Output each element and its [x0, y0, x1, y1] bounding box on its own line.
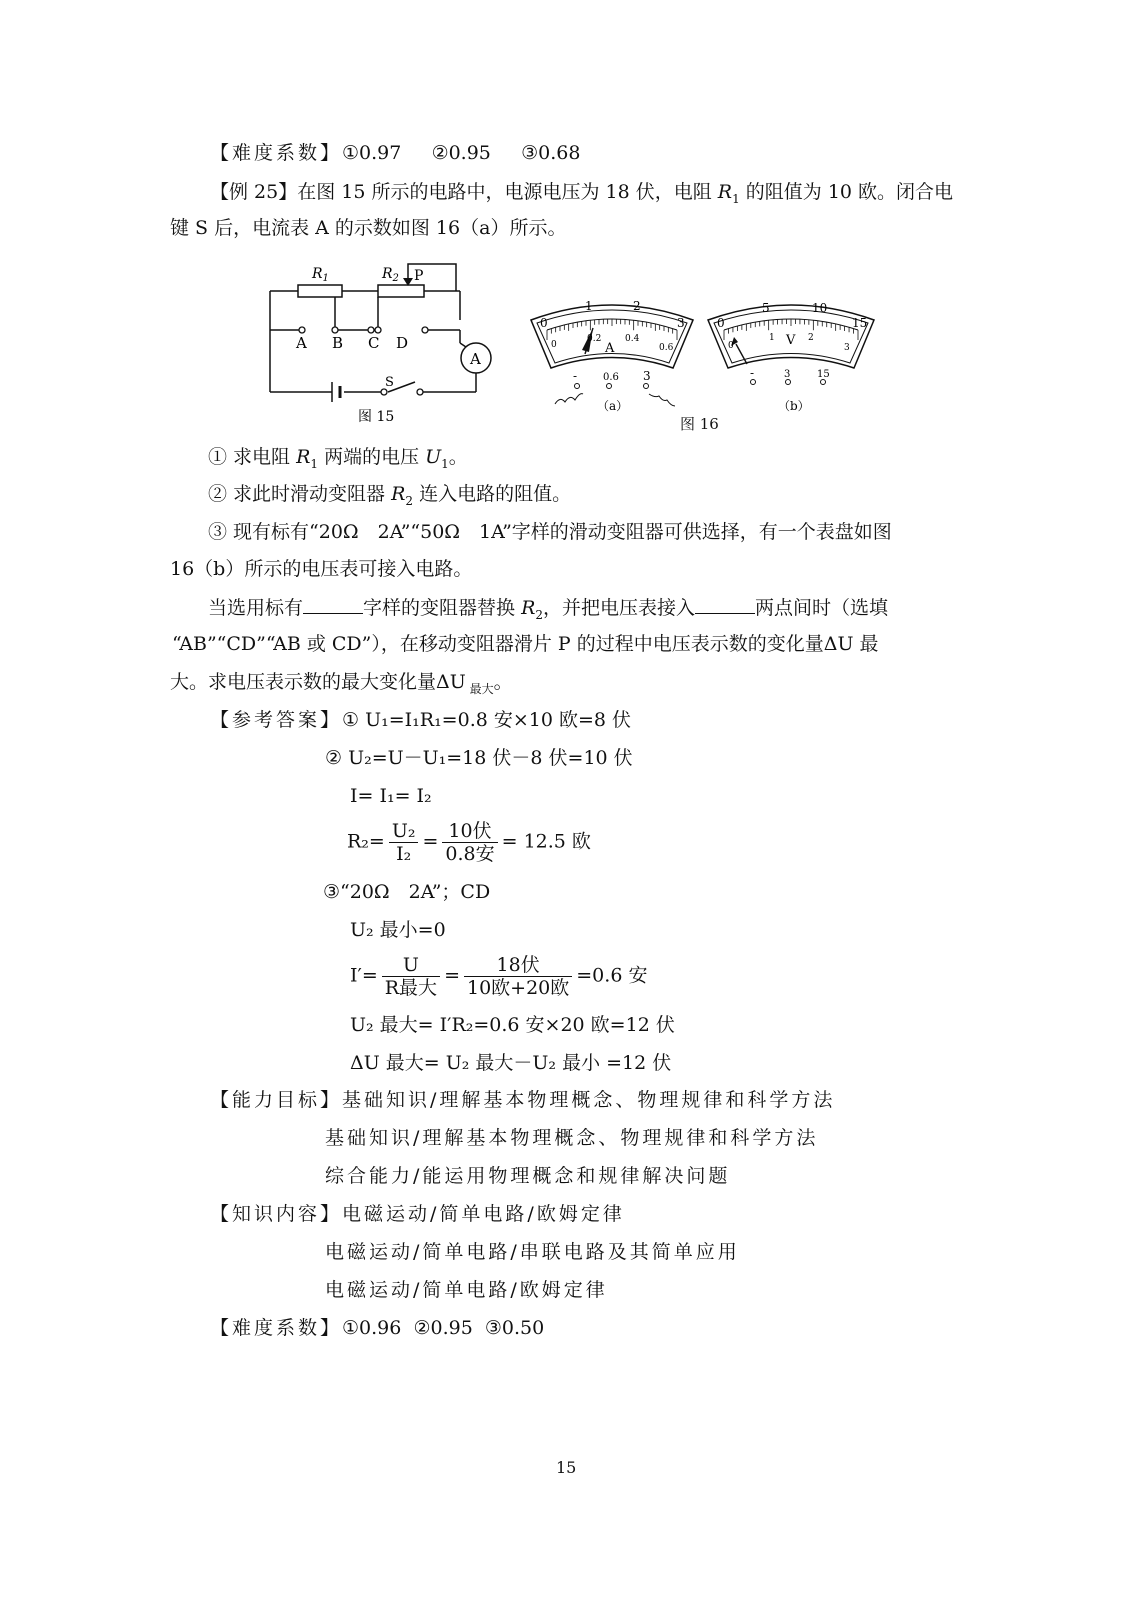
example-tag: 【例 25】 — [210, 181, 298, 203]
a-wire-left — [555, 394, 583, 404]
q1-r: R — [296, 446, 311, 468]
label-r2: $R_2$ — [382, 266, 399, 284]
question-3-line-1: ③ 现有标有“20Ω 2A”“50Ω 1A”字样的滑动变阻器可供选择，有一个表盘如图 — [208, 521, 892, 543]
q2-r: R — [391, 483, 406, 505]
q3-text-b: 字样的变阻器替换 — [363, 597, 522, 619]
answer-label: 【参考答案】 — [210, 709, 343, 731]
example-line-2: 键 S 后，电流表 A 的示数如图 16（a）所示。 — [170, 217, 567, 239]
example-line-1 — [210, 180, 953, 211]
difficulty-v2: ②0.95 — [413, 1317, 473, 1339]
answer-4-rhs: = 12.5 欧 — [501, 830, 591, 853]
label-r1: $R_1$ — [312, 266, 329, 284]
b-terminal-15: 15 — [817, 369, 830, 380]
fig16b-caption: （b） — [778, 399, 810, 413]
q3-text-a: 当选用标有 — [208, 597, 304, 619]
ability-2: 基础知识/理解基本物理概念、物理规律和科学方法 — [325, 1127, 819, 1149]
answer-7-frac-2 — [464, 954, 572, 999]
difficulty-prev-line — [210, 141, 580, 165]
answer-7-f2-num: 18伏 — [464, 954, 572, 977]
circuit-diagram-fig15 — [260, 258, 510, 430]
answer-4-f2-den: 0.8安 — [445, 843, 495, 865]
b-bottom-3: 3 — [844, 343, 850, 353]
q3-line5-end: 。 — [493, 671, 513, 693]
answer-8: U₂ 最大= I′R₂=0.6 安×20 欧=12 伏 — [350, 1014, 675, 1036]
ability-line-1 — [210, 1088, 835, 1112]
answer-2: ② U₂=U－U₁=18 伏－8 伏=10 伏 — [325, 747, 633, 769]
q2-text-a: ② 求此时滑动变阻器 — [208, 483, 392, 505]
b-bottom-0: 0 — [728, 341, 734, 351]
point-a: A — [296, 334, 307, 352]
point-d: D — [396, 334, 409, 352]
label-p: P — [414, 268, 424, 284]
voltmeter-dial-fig16b — [702, 292, 880, 417]
q3-text-d: 两点间时（选填 — [755, 597, 889, 619]
ammeter-dial-fig16a — [525, 292, 700, 432]
difficulty-prev-v1: ①0.97 — [342, 142, 402, 164]
b-terminal-3: 3 — [784, 369, 791, 380]
q3-r-sub: 2 — [535, 607, 544, 622]
q3-blank-1[interactable] — [303, 595, 363, 614]
q1-u-sub: 1 — [441, 456, 449, 471]
answer-7-f1-den: R最大 — [384, 977, 438, 999]
a-top-3: 3 — [677, 316, 685, 330]
answer-7-rhs: =0.6 安 — [576, 964, 648, 987]
answer-4-frac-2 — [442, 820, 497, 865]
answer-7-frac-1 — [382, 954, 440, 999]
question-1 — [208, 445, 468, 476]
answer-5: ③“20Ω 2A”；CD — [323, 881, 491, 903]
q1-u: U — [425, 446, 442, 468]
difficulty-label: 【难度系数】 — [210, 1317, 343, 1339]
answer-4-f1-den: I₂ — [396, 843, 412, 865]
q1-text-b: 两端的电压 — [318, 446, 426, 468]
a-top-1: 1 — [585, 299, 593, 313]
ammeter-unit: A — [605, 341, 615, 356]
q1-end: 。 — [448, 446, 468, 468]
b-bottom-1: 1 — [769, 333, 775, 343]
question-3-line-2: 16（b）所示的电压表可接入电路。 — [170, 558, 473, 580]
q3-r: R — [521, 597, 536, 619]
q1-text-a: ① 求电阻 — [208, 446, 297, 468]
b-bottom-2: 2 — [808, 333, 814, 343]
a-terminal-neg: - — [573, 369, 578, 383]
knowledge-label: 【知识内容】 — [210, 1203, 343, 1225]
fig15-caption: 图 15 — [358, 409, 395, 425]
fig16a-caption: （a） — [597, 399, 629, 413]
difficulty-v1: ①0.96 — [342, 1317, 402, 1339]
b-top-3: 15 — [852, 316, 868, 330]
knowledge-3: 电磁运动/简单电路/欧姆定律 — [325, 1279, 608, 1301]
ammeter-label: A — [470, 350, 481, 368]
a-top-0: 0 — [540, 316, 548, 330]
question-3-line-3 — [208, 595, 888, 627]
example-text-1a: 在图 15 所示的电路中，电源电压为 18 伏，电阻 — [297, 181, 718, 203]
answer-7-f2-den: 10欧+20欧 — [466, 977, 570, 999]
answer-9: ΔU 最大= U₂ 最大－U₂ 最小 =12 伏 — [350, 1052, 672, 1074]
q3-line5-a: 大。求电压表示数的最大变化量ΔU — [170, 671, 466, 693]
ability-3: 综合能力/能运用物理概念和规律解决问题 — [325, 1165, 731, 1187]
knowledge-2: 电磁运动/简单电路/串联电路及其简单应用 — [325, 1241, 740, 1263]
q1-r-sub: 1 — [310, 456, 319, 471]
a-bottom-3: 0.6 — [659, 343, 674, 353]
difficulty-line — [210, 1316, 544, 1340]
a-bottom-0: 0 — [551, 340, 557, 350]
answer-4-lhs: R₂= — [347, 830, 385, 853]
difficulty-prev-v3: ③0.68 — [521, 142, 581, 164]
answer-7-lhs: I′= — [350, 964, 378, 987]
knowledge-line-1 — [210, 1202, 625, 1226]
answer-4-f1-num: U₂ — [389, 820, 419, 843]
ability-1: 基础知识/理解基本物理概念、物理规律和科学方法 — [342, 1089, 836, 1111]
example-r1-sub: 1 — [732, 191, 740, 206]
question-2 — [208, 482, 571, 513]
point-c: C — [368, 334, 380, 352]
answer-3: I= I₁= I₂ — [350, 785, 432, 807]
a-bottom-2: 0.4 — [625, 334, 640, 344]
answer-line-1 — [210, 708, 631, 732]
knowledge-1: 电磁运动/简单电路/欧姆定律 — [342, 1203, 625, 1225]
difficulty-prev-label: 【难度系数】 — [210, 142, 343, 164]
a-wire-right — [649, 394, 675, 406]
answer-6: U₂ 最小=0 — [350, 919, 446, 941]
b-top-1: 5 — [762, 301, 770, 315]
difficulty-prev-v2: ②0.95 — [431, 142, 491, 164]
difficulty-v3: ③0.50 — [484, 1317, 545, 1339]
resistor-r2 — [378, 285, 424, 297]
b-top-2: 10 — [812, 301, 828, 315]
q2-r-sub: 2 — [405, 493, 414, 508]
fig16-caption: 图 16 — [680, 415, 719, 433]
a-top-2: 2 — [633, 299, 641, 313]
switch-label: S — [385, 375, 394, 390]
ability-label: 【能力目标】 — [210, 1089, 343, 1111]
q3-line5-sub: 最大 — [465, 681, 494, 696]
question-3-line-5 — [170, 670, 513, 701]
page-number: 15 — [556, 1458, 577, 1477]
point-b: B — [332, 334, 344, 352]
question-3-line-4: “AB”“CD”“AB 或 CD”），在移动变阻器滑片 P 的过程中电压表示数的变化量ΔU 最 — [172, 633, 879, 655]
b-terminal-neg: - — [750, 366, 755, 380]
answer-7-f1-num: U — [382, 954, 440, 977]
example-r1: R — [717, 181, 733, 203]
answer-4: R₂= $\frac{\text{U₂}}{\text{I₂}}$ = $\frac{\text{10伏}}{\text{0.8安}}$ = 12.5 欧 — [347, 820, 591, 865]
q3-blank-2[interactable] — [695, 595, 755, 614]
example-text-1b: 的阻值为 10 欧。闭合电 — [739, 181, 954, 203]
resistor-r1 — [298, 285, 342, 297]
b-top-0: 0 — [717, 316, 725, 330]
q2-text-b: 连入电路的阻值。 — [413, 483, 572, 505]
q3-text-c: ，并把电压表接入 — [543, 597, 696, 619]
a-terminal-3: 3 — [643, 369, 651, 383]
a-bottom-1: 0.2 — [587, 334, 602, 344]
a-terminal-06: 0.6 — [603, 372, 619, 383]
answer-4-f2-num: 10伏 — [442, 820, 497, 843]
answer-7: I′= $\frac{U}{\text{R最大}}$ = $\frac{\text{18伏}}{\text{10欧+20欧}}$ =0.6 安 — [350, 954, 648, 999]
answer-4-frac-1 — [389, 820, 419, 865]
answer-1: ① U₁=I₁R₁=0.8 安×10 欧=8 伏 — [342, 709, 632, 731]
voltmeter-unit: V — [786, 333, 796, 348]
